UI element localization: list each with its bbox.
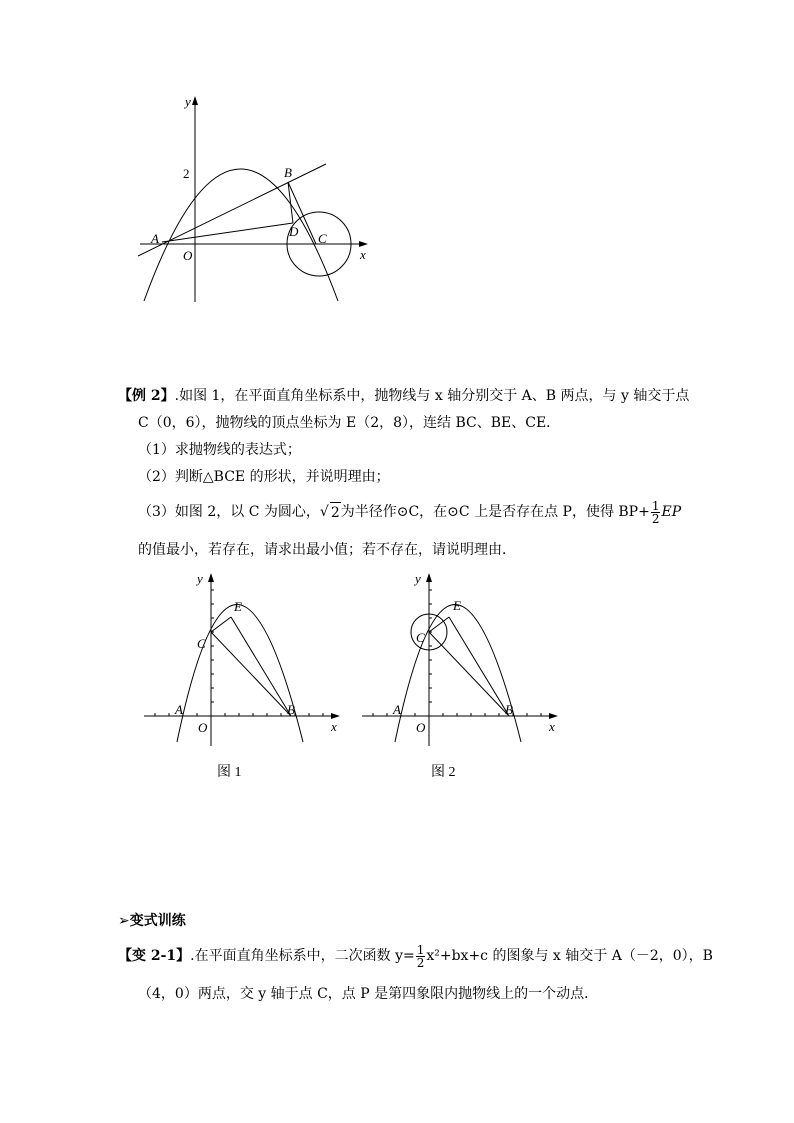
fraction-numerator: 1 [651,498,660,513]
point-d-label: D [289,224,299,239]
segment-ad [162,223,293,242]
variant-fraction-half [416,944,426,969]
point-b-label: B [284,165,292,180]
x-axis-label: x [360,247,366,262]
y-axis-arrow [426,573,432,582]
point-a-label: A [175,702,183,717]
fraction-denominator: 2 [651,511,660,526]
point-b-label: B [287,702,295,717]
point-a-label: A [393,702,401,717]
y-axis-arrow [208,573,214,582]
origin-label: O [416,720,426,735]
segment-be [449,617,509,716]
sqrt-value: 2 [330,502,341,523]
variant-text-1a: .在平面直角坐标系中，二次函数 y= [190,948,415,964]
variant-heading-text: 变式训练 [129,913,186,929]
variant-fraction-denominator: 2 [416,955,425,970]
point-b-label: B [505,702,513,717]
example2-line1 [118,386,689,406]
variant-tag: 【变 2-1】 [118,948,191,964]
segment-bc [211,632,291,716]
sqrt-symbol: √ [319,504,329,520]
x-axis-label: x [549,719,555,734]
parabola-curve [144,169,338,301]
question-3-line2: 的值最小，若存在，请求出最小值；若不存在，请说明理由． [138,542,516,558]
figure-parabola-circle [130,92,380,307]
figure-2 [358,568,568,783]
y-axis-label: y [197,571,203,586]
example2-text-1: .如图 1，在平面直角坐标系中，抛物线与 x 轴分别交于 A、B 两点，与 y 轴交于点 [174,388,690,404]
point-e-label: E [234,599,242,614]
segment-bc [429,632,509,716]
point-c-label: C [197,636,206,651]
line-ab [138,164,326,256]
question-3-part-a: （3）如图 2，以 C 为圆心， [138,504,320,520]
y-axis-label: y [415,571,421,586]
point-a-label: A [151,231,159,246]
question-3-part-b: 为半径作⊙C，在⊙C 上是否存在点 P，使得 BP+ [340,504,650,520]
question-1: （1）求抛物线的表达式； [138,442,301,458]
y-axis-arrow [192,96,198,105]
parabola-curve [177,605,303,743]
question-3 [138,497,681,527]
point-c-label: C [318,231,327,246]
variant-fraction-numerator: 1 [416,942,425,957]
tick-label-2: 2 [183,166,190,181]
variant-line1 [118,941,713,971]
question-3-part-c: EP [661,504,682,520]
example2-line2: C（0，6），抛物线的顶点坐标为 E（2，8），连结 BC、BE、CE． [138,415,561,431]
point-c-label: C [416,630,425,645]
segment-be [231,617,291,716]
x-axis-label: x [331,719,337,734]
parabola-curve [395,605,521,743]
segment-ce [211,617,231,632]
question-2: （2）判断△BCE 的形状，并说明理由； [138,469,390,485]
example2-tag: 【例 2】 [118,388,175,404]
variant-text-1b: x²+bx+c 的图象与 x 轴交于 A（－2，0），B [426,948,713,964]
point-e-label: E [453,598,461,613]
figure-1 [140,568,350,783]
figure-1-caption: 图 1 [217,765,242,780]
variant-line2: （4，0）两点，交 y 轴于点 C，点 P 是第四象限内抛物线上的一个动点． [138,986,599,1002]
origin-label: O [183,248,193,263]
origin-label: O [198,720,208,735]
figure-2-caption: 图 2 [431,765,456,780]
variant-heading [118,911,186,931]
segment-ce [429,617,449,632]
fraction-half [651,500,661,525]
arrow-marker-icon: ➢ [118,913,130,929]
y-axis-label: y [185,94,191,109]
